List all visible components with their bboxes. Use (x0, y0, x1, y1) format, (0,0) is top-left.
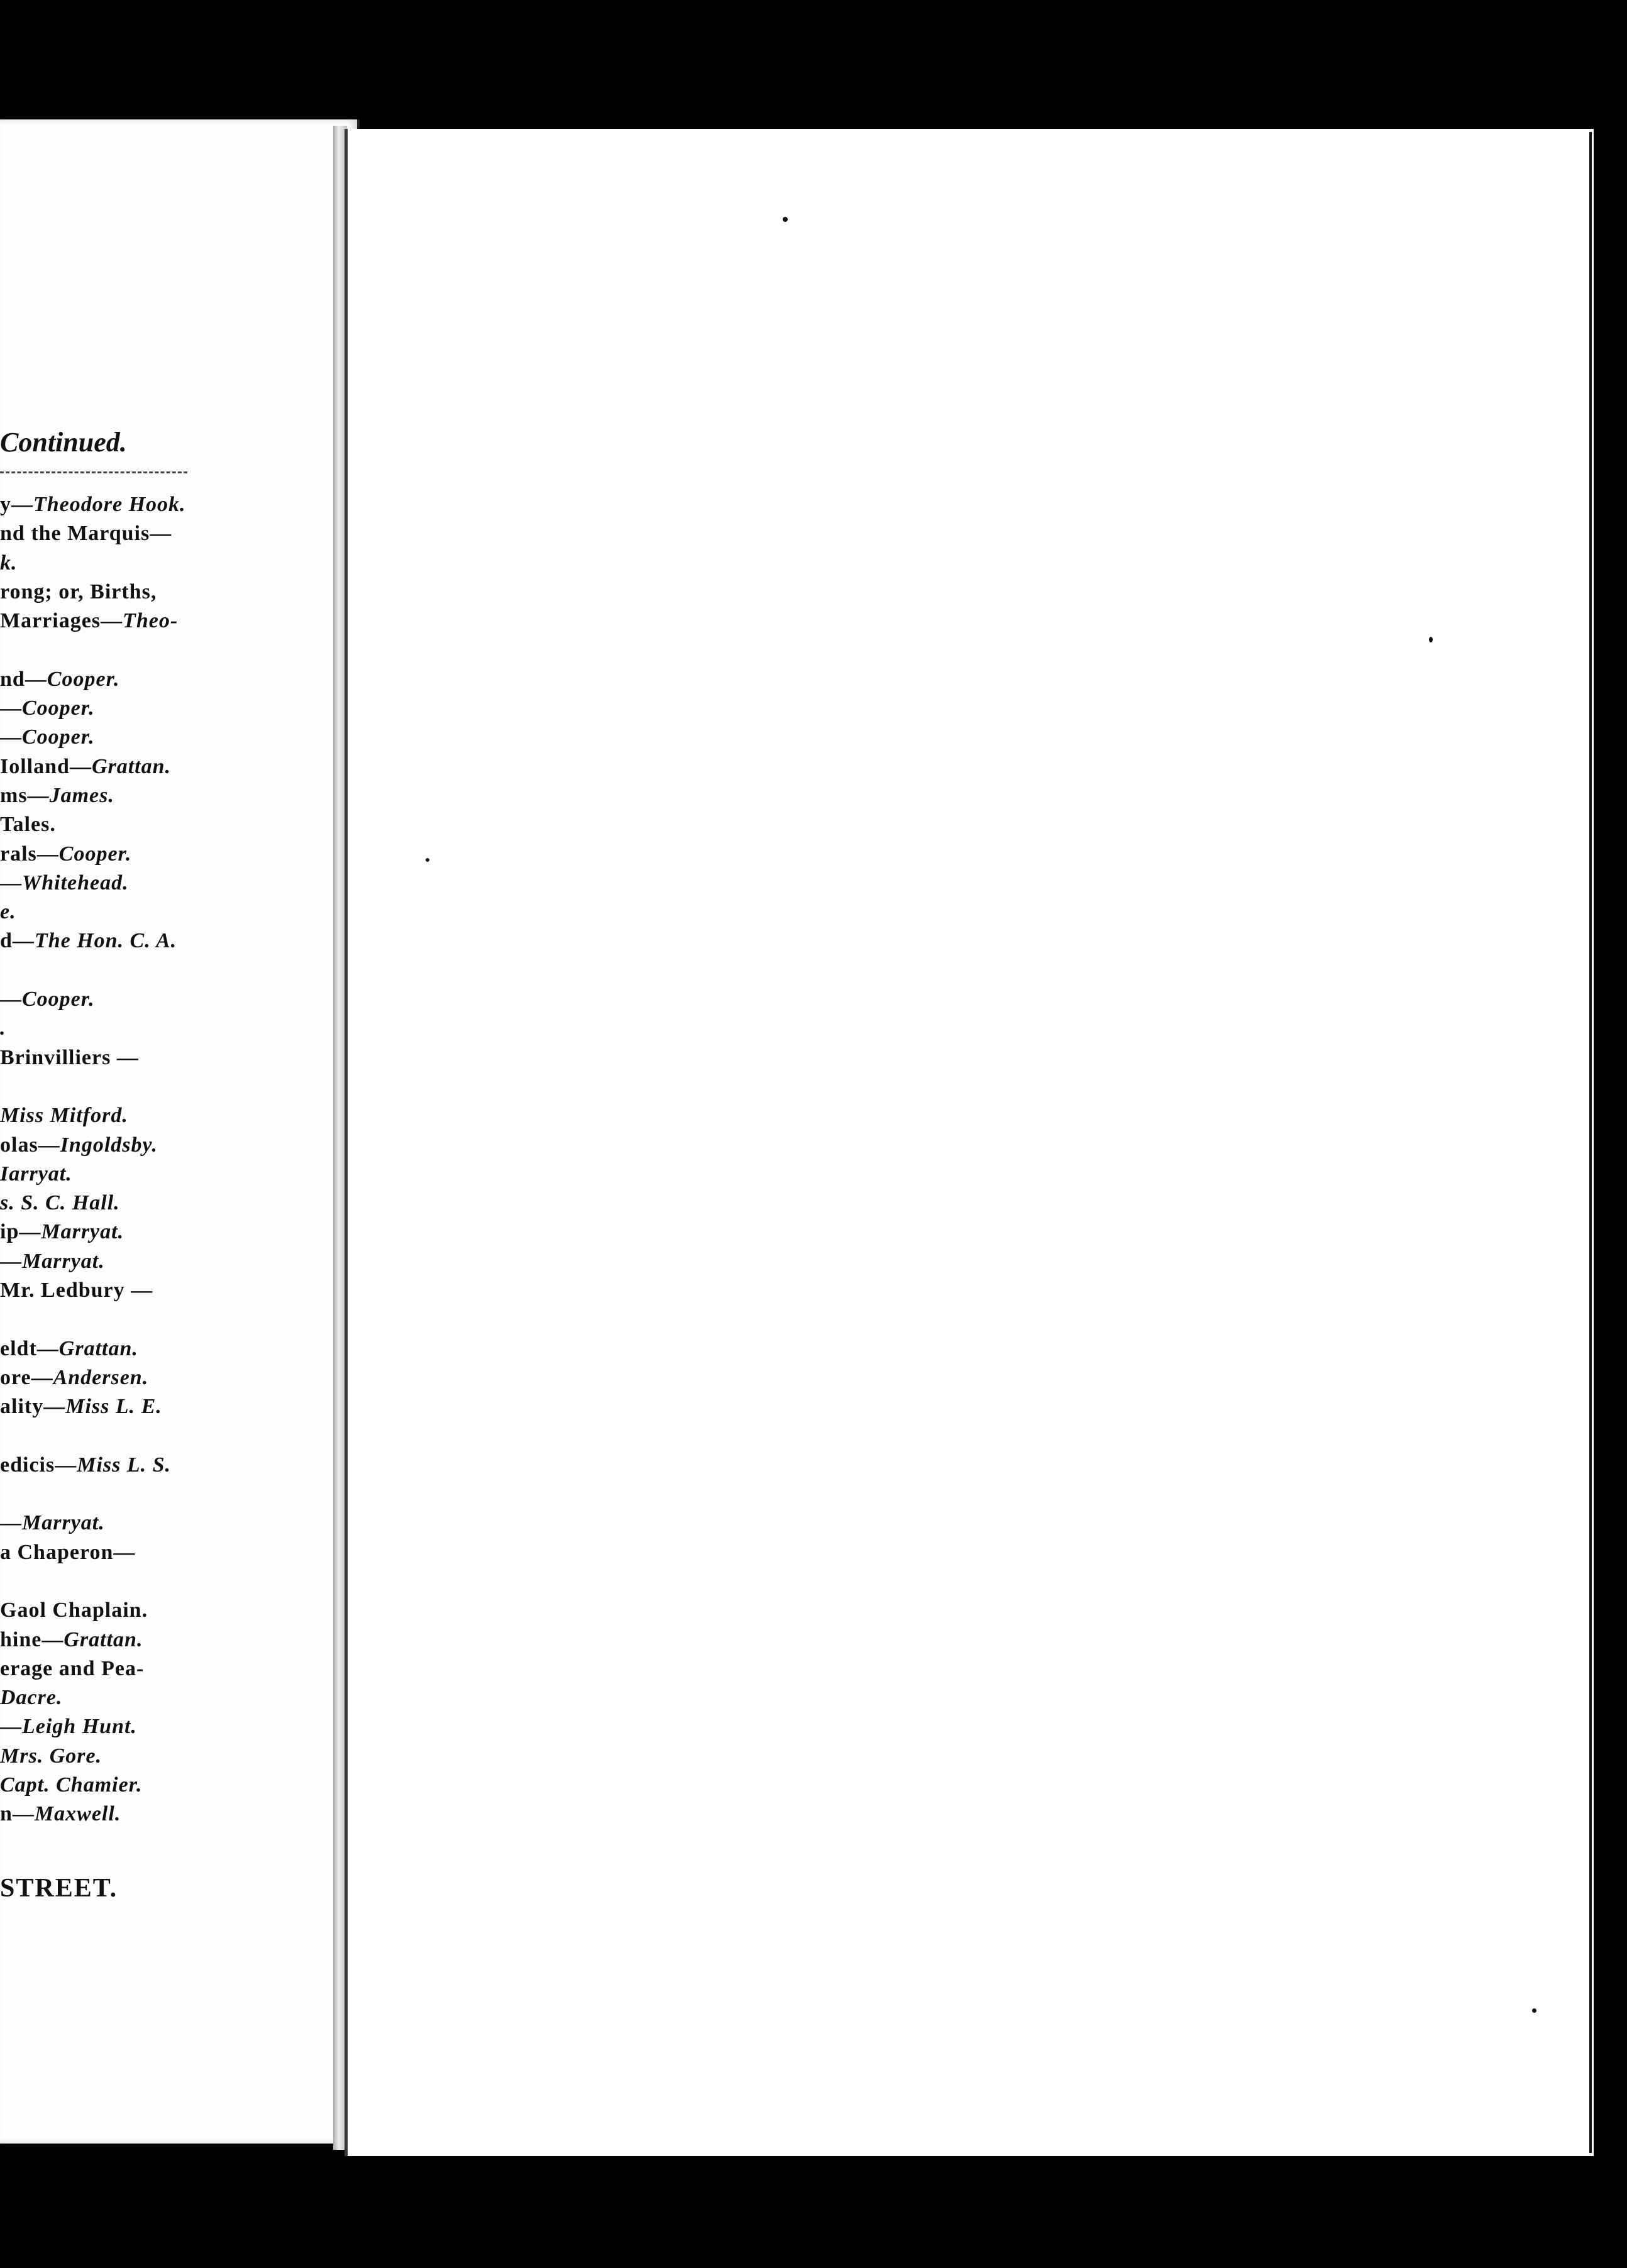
book-list (0, 490, 201, 1829)
book-author: e. (0, 900, 16, 924)
book-title: rong; or, Births, (0, 580, 157, 603)
list-item (0, 869, 201, 898)
book-title: — (0, 1511, 22, 1535)
book-author: . (0, 1016, 6, 1040)
book-title: erage and Pea- (0, 1656, 145, 1680)
list-item (0, 1596, 201, 1625)
list-item (0, 927, 201, 955)
book-author: Cooper. (47, 667, 120, 691)
book-title: edicis— (0, 1453, 77, 1477)
book-author: Iarryat. (0, 1162, 72, 1186)
book-author: Theo- (123, 609, 179, 633)
book-author: s. S. C. Hall. (0, 1191, 120, 1215)
book-author: Maxwell. (34, 1802, 121, 1826)
list-item (0, 636, 201, 664)
left-page (0, 119, 360, 2144)
list-item (0, 1043, 201, 1072)
list-item (0, 1072, 201, 1101)
list-item (0, 1480, 201, 1509)
book-author: Marryat. (22, 1511, 105, 1535)
book-title: — (0, 1715, 22, 1739)
list-item (0, 1683, 201, 1712)
book-author: Cooper. (22, 696, 95, 720)
book-title: y— (0, 493, 33, 516)
book-title: nd— (0, 667, 47, 691)
list-item (0, 1800, 201, 1829)
book-author: Cooper. (22, 725, 95, 749)
list-item (0, 752, 201, 781)
list-item (0, 1451, 201, 1480)
book-title: Brinvilliers — (0, 1045, 139, 1069)
list-item (0, 898, 201, 927)
list-item (0, 1014, 201, 1043)
book-author: Cooper. (58, 842, 132, 866)
book-title: Mr. Ledbury — (0, 1279, 153, 1302)
book-title: — (0, 696, 22, 720)
list-item (0, 1392, 201, 1421)
right-page-blank (345, 129, 1594, 2156)
book-author: Capt. Chamier. (0, 1773, 143, 1797)
book-title: hine— (0, 1627, 64, 1651)
list-item (0, 1567, 201, 1596)
book-title: rals— (0, 842, 59, 866)
list-item (0, 519, 201, 548)
list-item (0, 1218, 201, 1247)
book-author: Miss L. S. (77, 1453, 172, 1477)
list-item (0, 1509, 201, 1538)
list-item (0, 694, 201, 723)
list-item (0, 607, 201, 636)
book-author: Grattan. (58, 1336, 138, 1360)
list-item (0, 1189, 201, 1218)
book-author: Theodore Hook. (33, 493, 186, 516)
book-title: ality— (0, 1395, 66, 1419)
book-title: ms— (0, 783, 50, 807)
book-author: Andersen. (53, 1365, 149, 1389)
book-title: Marriages— (0, 609, 123, 633)
list-item (0, 1771, 201, 1800)
list-item (0, 1305, 201, 1334)
book-title: ore— (0, 1365, 53, 1389)
list-item (0, 549, 201, 578)
book-author: The Hon. C. A. (34, 929, 177, 953)
list-item (0, 1538, 201, 1567)
book-author: Mrs. Gore. (0, 1744, 102, 1768)
book-title: eldt— (0, 1336, 59, 1360)
book-author: k. (0, 551, 18, 575)
list-item (0, 810, 201, 839)
book-title: Tales. (0, 813, 56, 837)
book-title: n— (0, 1802, 35, 1826)
book-author: Miss Mitford. (0, 1104, 128, 1128)
list-item (0, 840, 201, 869)
list-item (0, 578, 201, 607)
book-author: Marryat. (22, 1249, 105, 1273)
publisher-footer: STREET. (0, 1874, 118, 1903)
book-author: Dacre. (0, 1686, 63, 1710)
list-item (0, 985, 201, 1014)
book-title: ip— (0, 1220, 41, 1244)
paper-speck (426, 858, 429, 862)
book-title: a Chaperon— (0, 1540, 136, 1564)
list-item (0, 1247, 201, 1276)
list-item (0, 1160, 201, 1189)
list-item (0, 1626, 201, 1654)
list-item (0, 665, 201, 694)
list-item (0, 956, 201, 985)
book-author: Leigh Hunt. (22, 1715, 137, 1739)
book-author: James. (49, 783, 114, 807)
list-item (0, 723, 201, 752)
list-item (0, 1363, 201, 1392)
book-author: Grattan. (91, 754, 172, 778)
list-item (0, 490, 201, 519)
list-item (0, 1422, 201, 1451)
paper-speck (1429, 637, 1433, 642)
list-item (0, 1335, 201, 1363)
book-title: — (0, 871, 22, 895)
book-title: — (0, 988, 22, 1011)
book-title: Iolland— (0, 754, 92, 778)
book-author: Marryat. (41, 1220, 124, 1244)
book-title: — (0, 725, 22, 749)
list-item (0, 781, 201, 810)
list-item (0, 1131, 201, 1160)
list-item (0, 1276, 201, 1305)
list-item (0, 1712, 201, 1741)
book-title: d— (0, 929, 35, 953)
book-author: Whitehead. (22, 871, 129, 895)
book-author: Miss L. E. (65, 1395, 162, 1419)
paper-speck (1532, 2008, 1536, 2013)
paper-speck (783, 217, 788, 222)
book-author: Ingoldsby. (60, 1133, 158, 1157)
book-title: — (0, 1249, 22, 1273)
book-title: nd the Marquis— (0, 522, 172, 546)
book-title: Gaol Chaplain. (0, 1599, 148, 1622)
page-heading: Continued. (0, 427, 127, 458)
list-item (0, 1101, 201, 1130)
divider-rule (0, 471, 187, 473)
book-author: Grattan. (63, 1627, 143, 1651)
list-item (0, 1654, 201, 1683)
list-item (0, 1742, 201, 1771)
book-author: Cooper. (22, 988, 95, 1011)
page-edge (1589, 132, 1592, 2153)
book-title: olas— (0, 1133, 60, 1157)
